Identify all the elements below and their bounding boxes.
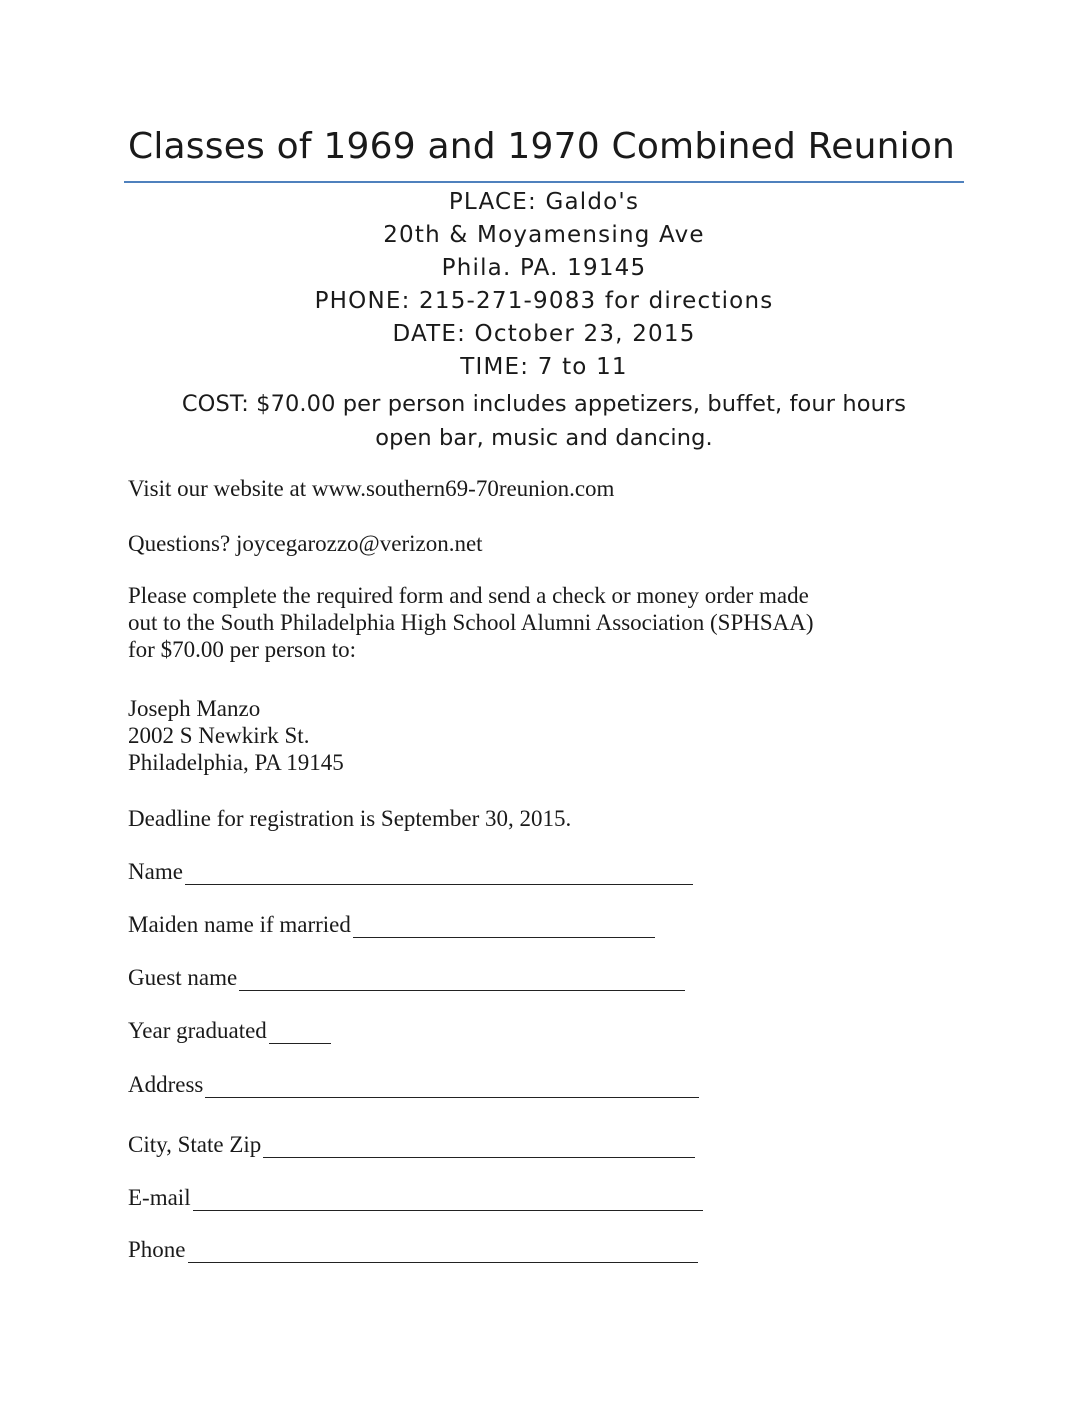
phone-field — [128, 1236, 698, 1263]
address-city: Philadelphia, PA 19145 — [128, 750, 344, 775]
year-graduated-label: Year graduated — [128, 1018, 267, 1043]
event-cost-line-2: open bar, music and dancing. — [375, 425, 713, 451]
guest-name-label: Guest name — [128, 965, 238, 990]
instructions-paragraph — [128, 582, 814, 663]
event-phone: PHONE: 215-271-9083 for directions — [314, 288, 774, 314]
event-city: Phila. PA. 19145 — [441, 255, 647, 281]
email-field — [128, 1184, 703, 1211]
event-place: PLACE: Galdo's — [448, 189, 640, 215]
year-graduated-blank[interactable] — [269, 1021, 331, 1044]
website-text: Visit our website at www.southern69-70reunion.com — [128, 476, 615, 501]
document-title: Classes of 1969 and 1970 Combined Reunion — [128, 126, 956, 167]
mailing-address — [128, 695, 344, 776]
city-state-zip-blank[interactable] — [263, 1135, 695, 1158]
address-name: Joseph Manzo — [128, 696, 261, 721]
name-field — [128, 858, 693, 885]
event-cost — [124, 387, 964, 455]
maiden-name-field — [128, 911, 655, 938]
event-street: 20th & Moyamensing Ave — [383, 222, 705, 248]
maiden-name-blank[interactable] — [353, 915, 655, 938]
instructions-line-2: out to the South Philadelphia High School Alumni Association (SPHSAA) — [128, 610, 814, 635]
guest-name-blank[interactable] — [239, 968, 685, 991]
address-field — [128, 1071, 699, 1098]
city-state-zip-label: City, State Zip — [128, 1132, 262, 1157]
phone-blank[interactable] — [188, 1240, 698, 1263]
city-state-zip-field — [128, 1131, 695, 1158]
address-blank[interactable] — [205, 1075, 699, 1098]
instructions-line-1: Please complete the required form and send a check or money order made — [128, 583, 809, 608]
event-date: DATE: October 23, 2015 — [392, 321, 696, 347]
address-street: 2002 S Newkirk St. — [128, 723, 310, 748]
guest-name-field — [128, 964, 685, 991]
event-cost-line-1: COST: $70.00 per person includes appetizers, buffet, four hours — [181, 391, 907, 417]
email-blank[interactable] — [193, 1188, 703, 1211]
deadline-text: Deadline for registration is September 30, 2015. — [128, 806, 572, 831]
phone-label: Phone — [128, 1237, 186, 1262]
event-time: TIME: 7 to 11 — [460, 354, 628, 380]
event-details — [124, 186, 964, 384]
maiden-name-label: Maiden name if married — [128, 912, 351, 937]
instructions-line-3: for $70.00 per person to: — [128, 637, 357, 662]
questions-text: Questions? joycegarozzo@verizon.net — [128, 531, 483, 556]
title-underline — [124, 181, 964, 183]
email-label: E-mail — [128, 1185, 191, 1210]
year-graduated-field — [128, 1017, 331, 1044]
name-blank[interactable] — [185, 862, 693, 885]
address-label: Address — [128, 1072, 204, 1097]
name-label: Name — [128, 859, 183, 884]
